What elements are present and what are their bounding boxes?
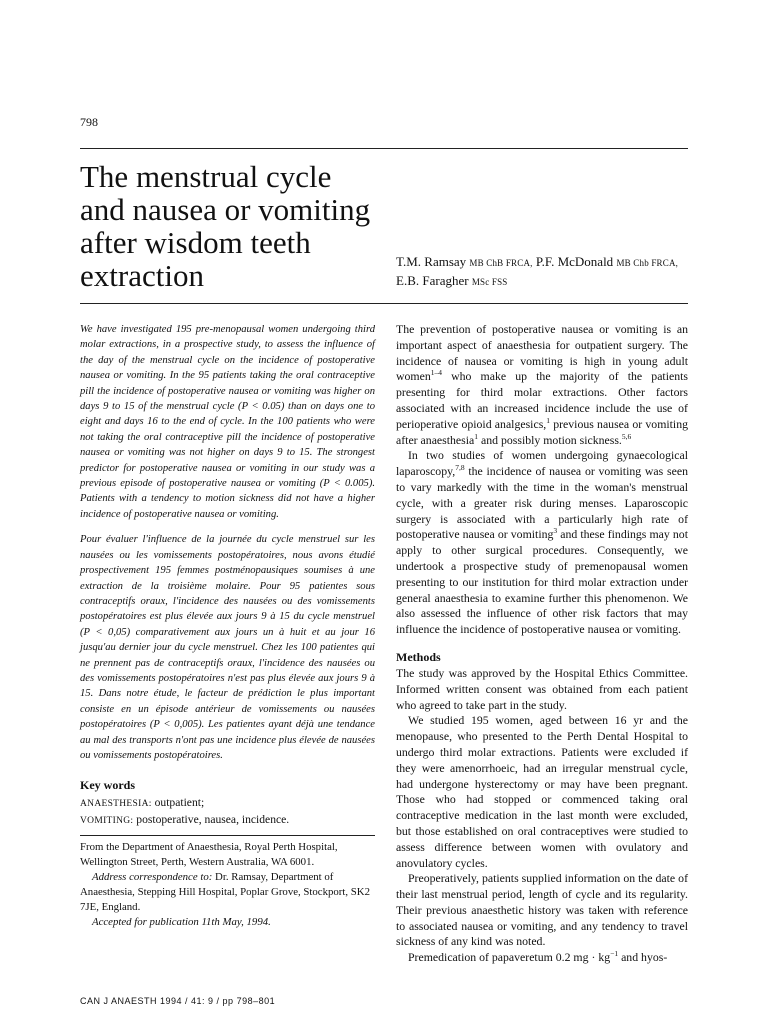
author-degree: MB ChB FRCA, xyxy=(469,258,533,268)
header-rule xyxy=(80,148,688,149)
text-run: The prevention of postoperative nausea or vomiting is an important aspect of anaesthesia for outpatient surgery. The incidence of nausea or vomiting is high in young adult women xyxy=(396,322,688,384)
correspondence-text: Dr. Ramsay, Department of Anaesthesia, Stepping Hill Hospital, Poplar Grove, Stockport, SK2 7JE, England. xyxy=(80,871,370,914)
article-title xyxy=(80,160,380,292)
text-run: who make up the majority of the patients presenting for third molar extractions. Other factors associated with an increased incidence include the use of perioperative opioid analgesics, xyxy=(396,369,688,431)
title-line: extraction xyxy=(80,258,204,293)
superscript: −1 xyxy=(610,949,619,959)
citation: 7,8 xyxy=(455,463,465,473)
abstract-french: Pour évaluer l'influence de la journée du cycle menstruel sur les nausées ou les vomissements postopératoires, nous avons étudié prospectivement 195 femmes postménopausiques soumises à une extraction de la troisième molaire. Pour 95 patientes sous contraceptifs oraux, l'incidence des nausées ou des vomissements postopératoires est plus élevée aux jours 9 à 15 du cycle menstruel (P < 0,05) comparativement aux jours un à huit et au jour 16 jusqu'au dernier jour du cycle menstruel. Chez les 100 patientes qui ne prennent pas de contraceptifs oraux, l'incidence des nausées ou des vomissements postopératoires n'est pas plus élevée aux jours 9 à 15. Dans notre étude, le facteur de prédiction le plus important consiste en un épisode antérieur de vomissements ou nausées postopératoires (P < 0,005). Les patientes ayant déjà une tendance au mal des transports n'ont pas une incidence plus élevée de nausées ou vomissements postopératoires. xyxy=(80,534,375,761)
acceptance-text: Accepted for publication 11th May, 1994. xyxy=(92,916,271,929)
author-degree: MB Chb FRCA, xyxy=(616,258,679,268)
text-run: In two studies of women undergoing gynaecological laparoscopy, xyxy=(396,448,688,479)
author-degree: MSc FSS xyxy=(471,277,508,287)
title-line: The menstrual cycle xyxy=(80,159,332,194)
text-run: the incidence of nausea or vomiting was seen to vary markedly with the time in the woman's menstrual cycle, with a greater risk during menses. Laparoscopic surgery is associated with a particularly high rate of postoperative nausea or vomiting xyxy=(396,464,688,542)
correspondence-label: Address correspondence to: xyxy=(92,871,213,884)
title-line: after wisdom teeth xyxy=(80,225,311,260)
keyword-text: outpatient; xyxy=(154,796,205,810)
correspondence-address xyxy=(80,870,375,915)
methods-paragraph: Preoperatively, patients supplied information on the date of their last menstrual period, length of cycle and its regularity. Their previous anaesthetic history was taken with reference to associated nausea or vomiting, and any tendency to travel sickness of any kind was noted. xyxy=(396,871,688,949)
acceptance-date xyxy=(80,915,375,930)
abstract-english: We have investigated 195 pre-menopausal women undergoing third molar extractions, in a prospective study, to assess the influence of the day of the menstrual cycle on the incidence of postoperative nausea or vomiting. In the 95 patients taking the oral contraceptive pill the incidence of postoperative nausea or vomiting was higher on days 9 to 15 of the menstrual cycle (P < 0.05) than on days one to eight and days 16 to the end of cycle. In the 100 patients who were not taking the oral contraceptive pill the incidence of postoperative nausea or vomiting was not higher on days 9 to 15. The strongest predictor for postoperative nausea or vomiting in our study was a previous episode of postoperative nausea or vomiting (P < 0.005). Patients with a tendency to motion sickness did not have a higher incidence of postoperative nausea or vomiting. xyxy=(80,324,375,520)
citation: 1 xyxy=(474,431,479,441)
author-name: P.F. McDonald xyxy=(535,254,614,269)
keyword-label: VOMITING: xyxy=(80,816,134,827)
left-column xyxy=(80,322,375,930)
keyword-label: ANAESTHESIA: xyxy=(80,799,152,810)
page-number: 798 xyxy=(80,115,98,129)
affiliation-text: From the Department of Anaesthesia, Royal Perth Hospital, Wellington Street, Perth, Western Australia, WA 6001. xyxy=(80,841,338,869)
intro-paragraph xyxy=(396,448,688,638)
methods-paragraph: The study was approved by the Hospital Ethics Committee. Informed written consent was obtained from each patient who agreed to take part in the study. xyxy=(396,665,688,712)
journal-footer: CAN J ANAESTH 1994 / 41: 9 / pp 798–801 xyxy=(80,996,276,1006)
citation: 1 xyxy=(546,415,550,425)
methods-paragraph: We studied 195 women, aged between 16 yr and the menopause, who presented to the Perth Dental Hospital to undergo third molar extractions. Patients were excluded if they were amenorrhoeic, had an irregular menstrual cycle, had undergone hysterectomy or may have been pregnant. Those who had stopped or commenced taking oral contraceptive medication in the last month were excluded, but those established on oral contraceptives were studied to assess difference between women with ovulatory and anovulatory cycles. xyxy=(396,713,688,870)
citation: 3 xyxy=(553,526,558,536)
citation: 5,6 xyxy=(621,431,632,441)
keywords-heading: Key words xyxy=(80,778,135,793)
author-name: E.B. Faragher xyxy=(396,273,469,288)
intro-paragraph xyxy=(396,322,688,448)
keyword-line xyxy=(80,812,375,829)
title-line: and nausea or vomiting xyxy=(80,192,371,227)
methods-paragraph xyxy=(396,950,688,966)
text-run: and possibly motion sickness. xyxy=(478,432,622,447)
right-column xyxy=(396,322,688,966)
author-list xyxy=(396,253,696,291)
text-run: and hyos- xyxy=(618,950,668,965)
section-rule xyxy=(80,303,688,304)
text-run: previous nausea or vomiting after anaesthesia xyxy=(396,416,688,447)
text-run: and these findings may not apply to other surgical procedures. Consequently, we undertook a prospective study of premenopausal women presenting to our institution for third molar extraction under general anaesthesia to examine further this phenomenon. We also assessed the influence of other risk factors that may influence the incidence of postoperative nausea or vomiting. xyxy=(396,527,688,637)
methods-heading: Methods xyxy=(396,649,441,664)
citation: 1–4 xyxy=(430,368,442,378)
author-name: T.M. Ramsay xyxy=(396,254,467,269)
affiliation-rule xyxy=(80,835,375,836)
text-run: Premedication of papaveretum 0.2 mg · kg xyxy=(408,950,611,965)
keyword-line xyxy=(80,795,375,812)
keyword-text: postoperative, nausea, incidence. xyxy=(136,813,290,827)
